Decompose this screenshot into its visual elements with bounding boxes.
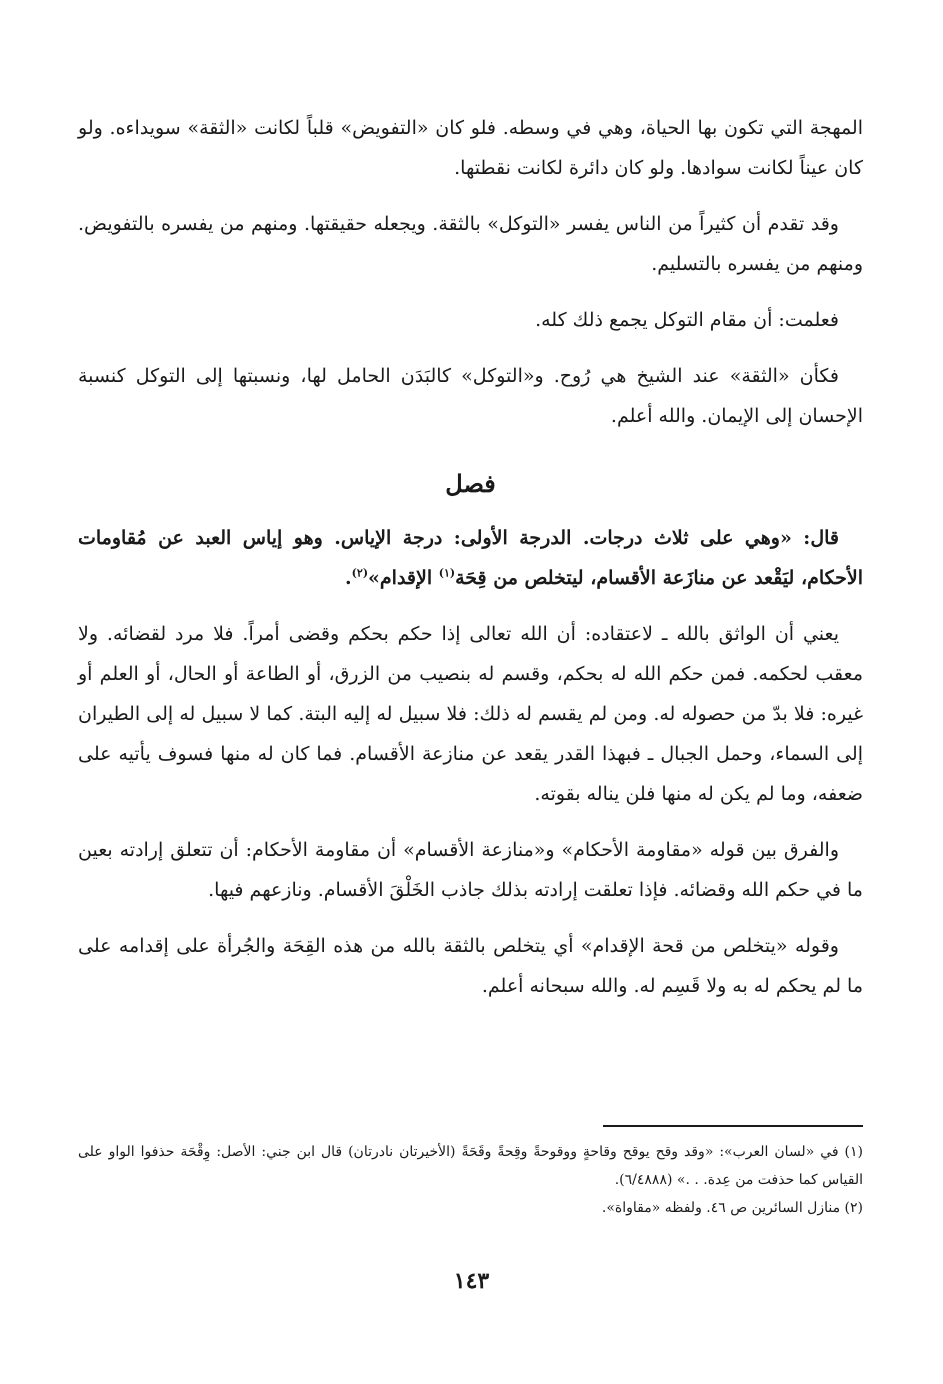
- footnote-ref-1[interactable]: (١): [438, 566, 456, 580]
- paragraph-2: وقد تقدم أن كثيراً من الناس يفسر «التوكل» بالثقة. ويجعله حقيقتها. ومنهم من يفسره بالتفويض. ومنهم من يفسره بالتسليم.: [78, 213, 863, 275]
- footnote-2: (٢) منازل السائرين ص ٤٦. ولفظه «مقاواة».: [601, 1200, 863, 1216]
- quote-text-end: الإقدام»: [368, 567, 439, 589]
- main-text: [78, 108, 863, 1022]
- footnote-divider: [603, 1125, 863, 1127]
- footnote-ref-2[interactable]: (٢): [351, 566, 369, 580]
- paragraph-3: فعلمت: أن مقام التوكل يجمع ذلك كله.: [535, 309, 839, 331]
- quote-text: «وهي على ثلاث درجات. الدرجة الأولى: درجة الإياس. وهو إياس العبد عن مُقاومات الأحكام، ليَقْعد عن منازَعة الأقسام، ليتخلص من قِحَة: [78, 527, 863, 589]
- footnote-1: (١) في «لسان العرب»: «وقد وقح يوقح وقاحةٍ ووقوحةً وقِحةً وقَحَةً (الأخيرتان نادرتان) قال ابن جني: الأصل: وِقْحَة حذفوا الواو على القياس كما حذفت من عِدة. . .» (٦/٤٨٨٨).: [78, 1144, 863, 1188]
- quote-lead: قال:: [791, 527, 839, 549]
- paragraph-5: يعني أن الواثق بالله ـ لاعتقاده: أن الله تعالى إذا حكم بحكم وقضى أمراً. فلا مرد لقضائه. ولا معقب لحكمه. فمن حكم الله له بحكم، وقسم له بنصيب من الزرق، أو الطاعة أو الحال، أو العلم أو غيره: فلا بدّ من حصوله له. ومن لم يقسم له ذلك: فلا سبيل له إليه البتة. كما لا سبيل له إلى الطيران إلى السماء، وحمل الجبال ـ فبهذا القدر يقعد عن منازعة الأقسام. فما كان له منها فسوف يأتيه على ضعفه، وما لم يكن له منها فلن يناله بقوته.: [78, 623, 863, 805]
- section-heading: فصل: [445, 469, 496, 498]
- quote-tail: .: [345, 567, 352, 589]
- paragraph-1: المهجة التي تكون بها الحياة، وهي في وسطه. فلو كان «التفويض» قلباً لكانت «الثقة» سويداءه. ولو كان عيناً لكانت سوادها. ولو كان دائرة لكانت نقطتها.: [78, 117, 863, 179]
- paragraph-6: والفرق بين قوله «مقاومة الأحكام» و«منازعة الأقسام» أن مقاومة الأحكام: أن تتعلق إرادته بعين ما في حكم الله وقضائه. فإذا تعلقت إرادته بذلك جاذب الخَلْقَ الأقسام. ونازعهم فيها.: [78, 839, 863, 901]
- paragraph-7: وقوله «يتخلص من قحة الإقدام» أي يتخلص بالثقة بالله من هذه القِحَة والجُرأة على إقدامه على ما لم يحكم له به ولا قَسِم له. والله سبحانه أعلم.: [78, 935, 863, 997]
- footnotes: [78, 1138, 863, 1222]
- paragraph-4: فكأن «الثقة» عند الشيخ هي رُوح. و«التوكل» كالبَدَن الحامل لها، ونسبتها إلى التوكل كنسبة الإحسان إلى الإيمان. والله أعلم.: [78, 365, 863, 427]
- page-number: ١٤٣: [453, 1268, 490, 1294]
- quoted-passage: [78, 518, 863, 598]
